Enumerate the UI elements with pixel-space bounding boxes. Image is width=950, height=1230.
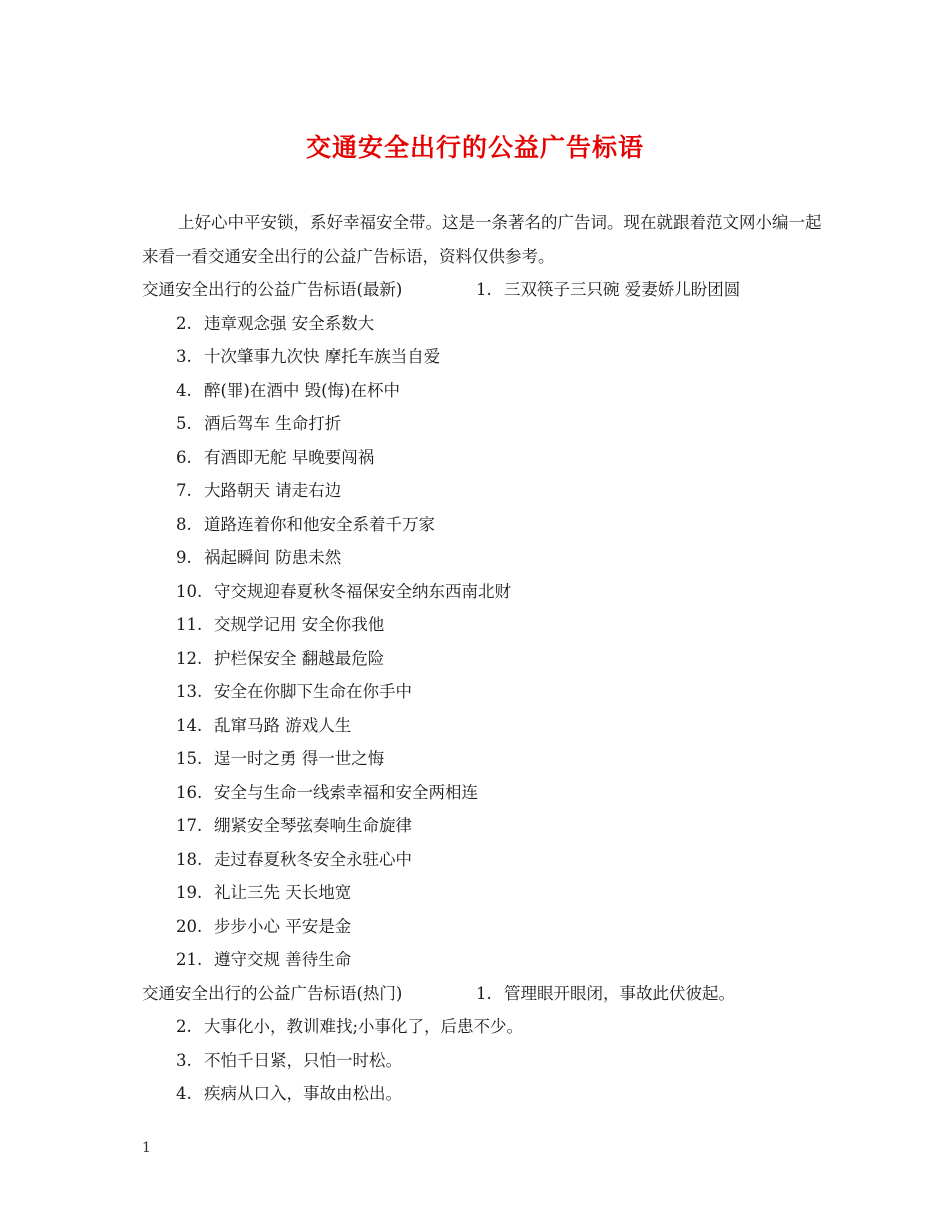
document-title: 交通安全出行的公益广告标语 [305,133,644,162]
section2-heading-line [142,977,822,1011]
item-number: 7. [176,481,192,500]
item-number: 18. [176,849,203,869]
item-text: 礼让三先 天长地宽 [214,883,352,902]
item-number: 8. [176,514,192,534]
item-number: 2. [176,313,192,333]
item-text: 大事化小，教训难找;小事化了，后患不少。 [204,1017,524,1036]
section2-heading: 交通安全出行的公益广告标语(热门) [142,983,403,1003]
item-text: 绷紧安全琴弦奏响生命旋律 [214,816,412,835]
list-item [142,642,822,676]
item-text: 安全在你脚下生命在你手中 [214,682,412,701]
item-number: 3. [176,1050,192,1070]
list-item [142,675,822,709]
section2-first-item-number: 1. [476,983,492,1003]
item-text: 道路连着你和他安全系着千万家 [204,514,435,534]
page-number: 1 [142,1140,151,1156]
list-item [142,809,822,843]
list-item [142,340,822,374]
item-number: 3. [176,347,192,366]
item-text: 酒后驾车 生命打折 [204,414,342,433]
item-number: 4. [176,1084,192,1103]
section1-first-item-text: 三双筷子三只碗 爱妻娇儿盼团圆 [504,280,741,299]
item-number: 9. [176,548,192,567]
item-number: 10. [176,581,203,601]
list-item [142,1077,822,1111]
item-text: 遵守交规 善待生命 [214,950,352,969]
list-item [142,943,822,977]
section1-heading: 交通安全出行的公益广告标语(最新) [142,280,403,299]
list-item [142,910,822,944]
item-text: 逞一时之勇 得一世之悔 [214,749,385,768]
list-item [142,876,822,910]
item-number: 2. [176,1017,192,1036]
item-number: 20. [176,916,203,936]
section1-first-item-number: 1. [476,280,492,299]
document-body [142,206,822,1111]
item-number: 5. [176,414,192,433]
list-item [142,474,822,508]
list-item [142,742,822,776]
item-number: 15. [176,749,203,768]
item-text: 步步小心 平安是金 [214,916,352,936]
list-item [142,709,822,743]
intro-paragraph: 上好心中平安锁，系好幸福安全带。这是一条著名的广告词。现在就跟着范文网小编一起来看一看交通安全出行的公益广告标语，资料仅供参考。 [142,213,822,266]
item-number: 12. [176,648,203,668]
item-text: 不怕千日紧，只怕一时松。 [204,1050,402,1070]
list-item [142,441,822,475]
item-number: 21. [176,950,203,969]
item-number: 6. [176,447,192,467]
item-number: 17. [176,816,203,835]
item-text: 有酒即无舵 早晚要闯祸 [204,447,375,467]
list-item [142,776,822,810]
item-text: 乱窜马路 游戏人生 [214,715,352,735]
item-text: 违章观念强 安全系数大 [204,313,375,333]
item-number: 19. [176,883,203,902]
item-number: 16. [176,782,203,802]
item-text: 十次肇事九次快 摩托车族当自爱 [204,347,441,366]
list-item [142,508,822,542]
item-text: 走过春夏秋冬安全永驻心中 [214,849,412,869]
item-text: 安全与生命一线索幸福和安全两相连 [214,782,478,802]
item-number: 13. [176,682,203,701]
item-text: 大路朝天 请走右边 [204,481,342,500]
item-text: 疾病从口入，事故由松出。 [204,1084,402,1103]
item-text: 护栏保安全 翻越最危险 [214,648,385,668]
list-item [142,843,822,877]
list-item [142,1010,822,1044]
list-item [142,307,822,341]
item-number: 4. [176,380,192,400]
list-item [142,541,822,575]
list-item [142,608,822,642]
item-number: 14. [176,715,203,735]
section1-heading-line [142,273,822,307]
item-text: 交规学记用 安全你我他 [214,615,385,634]
list-item [142,575,822,609]
list-item [142,407,822,441]
section2-first-item-text: 管理眼开眼闭，事故此伏彼起。 [504,983,735,1003]
list-item [142,374,822,408]
item-text: 守交规迎春夏秋冬福保安全纳东西南北财 [214,581,511,601]
item-number: 11. [176,615,203,634]
item-text: 醉(罪)在酒中 毁(悔)在杯中 [204,380,400,400]
list-item [142,1044,822,1078]
item-text: 祸起瞬间 防患未然 [204,548,342,567]
